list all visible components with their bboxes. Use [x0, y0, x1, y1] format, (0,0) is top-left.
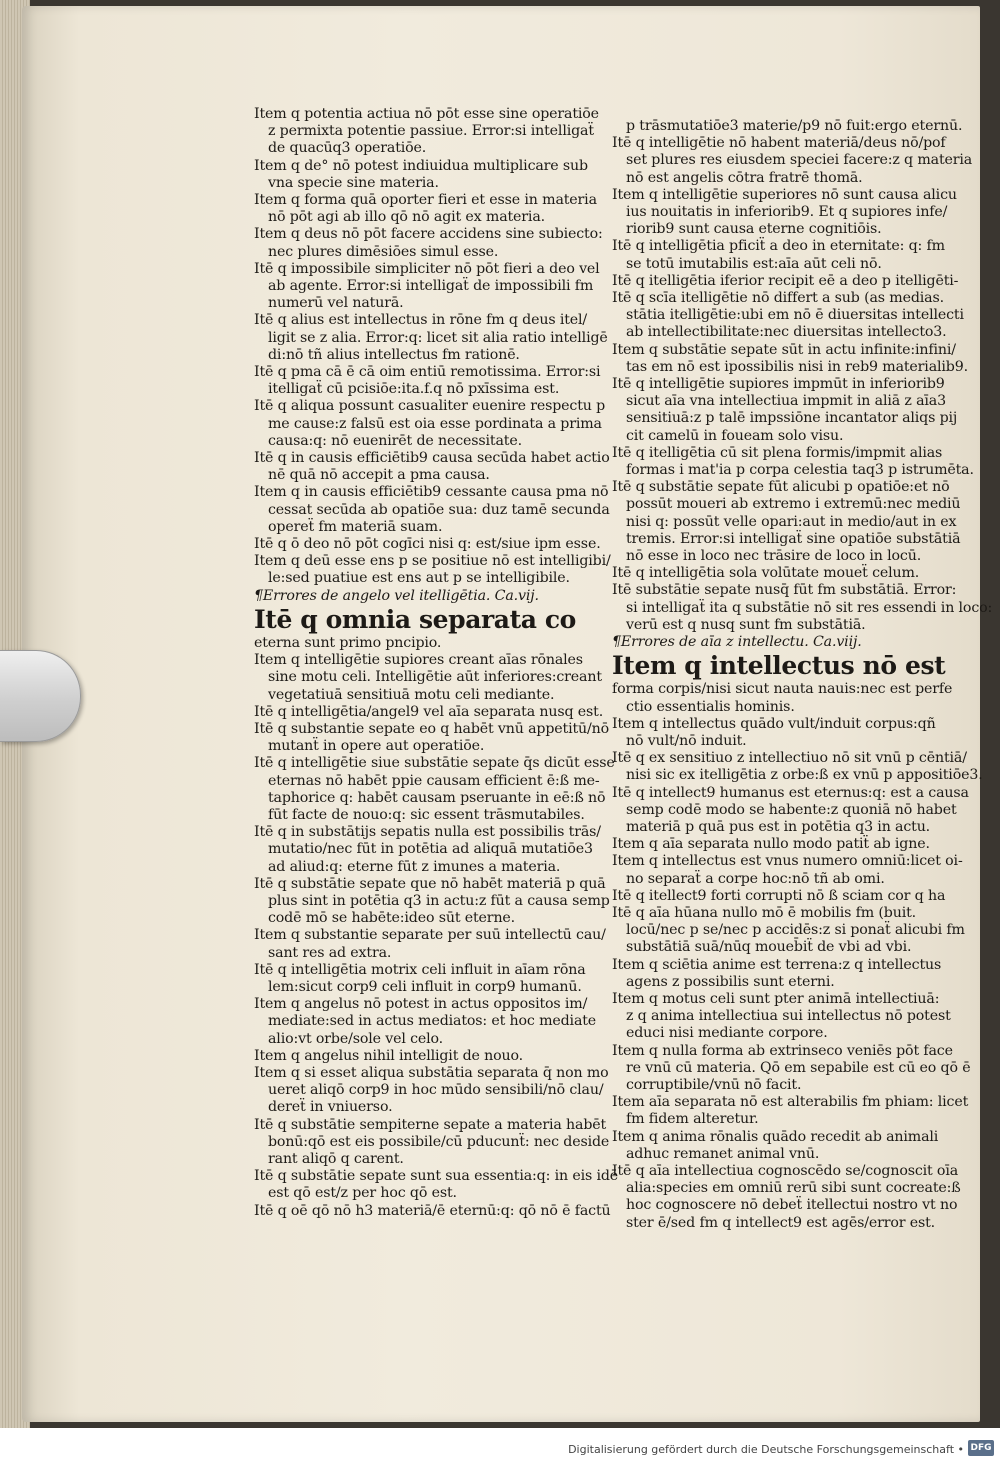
text-line: Item q potentia actiua nō pōt esse sine operatiōe — [254, 106, 599, 122]
text-line: nē quā nō accepit a pma causa. — [268, 467, 490, 484]
text-line: Itē q intellect9 humanus est eternus:q: est a causa — [612, 784, 969, 801]
text-line: Itē q intelligētie nō habent materiā/deus nō/pof — [612, 135, 946, 152]
text-line: numerū vel naturā. — [268, 295, 404, 312]
text-line: fūt facte de nouo:q: sic essent trāsmutabiles. — [268, 806, 585, 823]
text-line: agens z possibilis sunt eterni. — [626, 973, 835, 990]
text-line: tas em nō est ipossibilis nisi in reb9 materialib9. — [626, 358, 968, 375]
text-line: cessat secūda ab opatiōe sua: duz tamē secunda — [268, 501, 610, 518]
text-line: sine motu celi. Intelligētie aūt inferiores:creant — [268, 669, 602, 686]
text-line: ab agente. Error:si intelligaẗ de impossibili fm — [268, 278, 594, 295]
funding-note: Digitalisierung gefördert durch die Deutsche Forschungsgemeinschaft • — [568, 1443, 964, 1456]
text-line: taphorice q: habēt causam pseruante in eē:ß nō — [268, 789, 606, 806]
text-line: stātia itelligētie:ubi em nō ē diuersitas intellecti — [626, 307, 964, 324]
text-line: adhuc remanet animal vnū. — [626, 1145, 820, 1162]
text-line: fm fidem alteretur. — [626, 1111, 759, 1128]
text-line: Itē q in substātijs sepatis nulla est possibilis trās/ — [254, 824, 601, 841]
text-line: ad aliud:q: eterne fūt z imunes a materia. — [268, 858, 561, 875]
text-line: Itē q substantie sepate eo q habēt vnū appetitū/nō — [254, 720, 610, 737]
text-line: nisi sic ex itelligētia z orbe:ß ex vnū p appositiōe3. — [626, 767, 983, 784]
text-line: Itē q itelligētia cū sit plena formis/impmit alias — [612, 444, 943, 461]
text-line: Item q intelligētie supiores creant aīas rōnales — [254, 652, 583, 669]
text-line: opereẗ fm materiā suam. — [268, 518, 443, 535]
right-text-column — [612, 118, 993, 1232]
text-line: riorib9 sunt causa eterne cognitiōis. — [626, 221, 882, 238]
text-line: sicut aīa vna intellectiua impmit in aliā z aīa3 — [626, 393, 946, 410]
text-line: Item q angelus nō potest in actus oppositos im/ — [254, 996, 588, 1013]
text-line: eternas nō habēt ppie causam efficient ē:ß me- — [268, 772, 600, 789]
text-line: sensitiuā:z p talē impssiōne incantator aliqs pij — [626, 410, 958, 427]
text-line: Itē q intelligētia/angel9 vel aīa separata nusq est. — [254, 703, 604, 720]
text-line: Itē q in causis efficiētib9 causa secūda habet actio — [254, 450, 610, 467]
footer-bar — [0, 1428, 1000, 1469]
text-line: ctio essentialis hominis. — [626, 698, 795, 715]
text-line: Item q angelus nihil intelligit de nouo. — [254, 1047, 524, 1064]
text-line: formas i mat'ia p corpa celestia taq3 p istrumēta. — [626, 462, 974, 479]
text-line: verū est q nusq sunt fm substātiā. — [626, 616, 866, 633]
text-line: z permixta potentie passiue. Error:si intelligaẗ — [268, 123, 594, 140]
text-line: nō pōt agi ab illo qō nō agit ex materia. — [268, 209, 545, 226]
text-line: mediate:sed in actus mediatos: et hoc mediate — [268, 1013, 597, 1030]
text-line: Itē q oē qō nō h3 materiā/ē eternū:q: qō nō ē factū — [254, 1202, 611, 1219]
text-line: Itē q intelligētie supiores impmūt in inferiorib9 — [612, 376, 945, 393]
text-line: cit camelū in foueam solo visu. — [626, 427, 844, 444]
text-line: nec plures dimēsiōes simul esse. — [268, 243, 499, 260]
large-initial-line: Item q intellectus nō est — [612, 651, 946, 681]
text-line: nisi q: possūt velle opari:aut in medio/aut in ex — [626, 513, 957, 530]
text-line: Item q sciētia anime est terrena:z q intellectus — [612, 956, 942, 973]
text-line: mutanẗ in opere aut operatiōe. — [268, 738, 485, 755]
text-line: Itē q intelligētia pficiẗ a deo in eternitate: q: fm — [612, 238, 945, 255]
text-line: Item q si esset aliqua substātia separata q̄ non mo — [254, 1064, 609, 1081]
text-line: p trāsmutatiōe3 materie/p9 nō fuit:ergo eternū. — [626, 118, 963, 134]
text-line: Itē q aliqua possunt casualiter euenire respectu p — [254, 398, 606, 415]
text-line: Itē substātie sepate nusq̄ fūt fm substātiā. Error: — [612, 582, 957, 599]
text-line: lem:sicut corp9 celi influit in corp9 humanū. — [268, 978, 582, 995]
text-line: eterna sunt primo pncipio. — [254, 634, 442, 651]
text-line: dereẗ in vniuerso. — [268, 1099, 393, 1116]
text-line: Item q de° nō potest indiuidua multiplicare sub — [254, 157, 588, 174]
text-line: corruptibile/vnū nō facit. — [626, 1076, 802, 1093]
text-line: di:nō tñ alius intellectus fm rationē. — [268, 346, 520, 363]
text-line: rant aliqō q carent. — [268, 1150, 404, 1167]
text-line: si intelligaẗ ita q substātie nō sit res essendi in loco: — [626, 599, 993, 616]
text-line: Item q deus nō pōt facere accidens sine subiecto: — [254, 226, 603, 243]
text-line: Itē q aīa hūana nullo mō ē mobilis fm (buit. — [612, 904, 917, 921]
text-line: sant res ad extra. — [268, 944, 392, 961]
text-line: Itē q ō deo nō pōt cogīci nisi q: est/siue ipm esse. — [254, 536, 601, 553]
text-line: Itē q substātie sepate fūt alicubi p opatiōe:et nō — [612, 479, 950, 496]
text-line: de quacūq3 operatiōe. — [268, 140, 427, 157]
text-line: Item q forma quā oporter fieri et esse in materia — [254, 192, 597, 209]
text-line: Item q in causis efficiētib9 cessante causa pma nō — [254, 484, 609, 501]
text-line: Itē q substātie sepate sunt sua essentia:q: in eis idē — [254, 1168, 619, 1185]
text-line: codē mō se habēte:ideo sūt eterne. — [268, 910, 516, 927]
large-initial-line: Itē q omnia separata co — [254, 604, 576, 634]
text-line: Item aīa separata nō est alterabilis fm phiam: licet — [612, 1094, 969, 1111]
text-line: vna specie sine materia. — [268, 174, 439, 191]
text-line: semp codē modo se habente:z quoniā nō habet — [626, 801, 957, 818]
text-line: Itē q intelligētie siue substātie sepate q̄s dicūt esse — [254, 755, 615, 772]
text-line: possūt moueri ab extremo i extremū:nec mediū — [626, 496, 961, 513]
chapter-heading: ¶Errores de angelo vel itelligētia. Ca.vij. — [254, 587, 539, 604]
text-line: Item q intelligētie superiores nō sunt causa alicu — [612, 186, 957, 203]
text-line: le:sed puatiue est ens aut p se intelligibile. — [268, 570, 570, 587]
text-line: alio:vt orbe/sole vel celo. — [268, 1030, 444, 1047]
text-line: Itē q pma cā ē cā oim entiū remotissima. Error:si — [254, 364, 601, 381]
text-line: me cause:z falsū est oia esse pordinata a prima — [268, 415, 602, 432]
text-line: Item q deū esse ens p se positiue nō est intelligibi/ — [254, 553, 611, 570]
book-page — [22, 6, 993, 1422]
text-line: plus sint in potētia q3 in actu:z fūt a causa semp — [268, 892, 610, 909]
text-line: Item q anima rōnalis quādo recedit ab animali — [612, 1128, 939, 1145]
text-line: Item q intellectus est vnus numero omniū:licet oi- — [612, 853, 963, 870]
text-line: educi nisi mediante corpore. — [626, 1025, 828, 1042]
dfg-logo: DFG — [968, 1440, 994, 1456]
text-line: materiā p quā pus est in potētia q3 in actu. — [626, 818, 931, 835]
text-line: Itē q intelligētia sola volūtate moueẗ celum. — [612, 565, 920, 582]
text-line: Item q substātie sepate sūt in actu infinite:infini/ — [612, 341, 956, 358]
chapter-heading: ¶Errores de aīa z intellectu. Ca.viij. — [612, 634, 862, 651]
text-line: causa:q: nō euenirēt de necessitate. — [268, 432, 522, 449]
text-line: ligit se z alia. Error:q: licet sit alia ratio intelligē — [268, 329, 608, 346]
text-line: nō est angelis cōtra fratrē thomā. — [626, 169, 863, 186]
text-line: Itē q itelligētia iferior recipit eē a deo p itelligēti- — [612, 272, 959, 289]
left-text-column — [254, 106, 619, 1220]
text-line: no separaẗ a corpe hoc:nō tñ ab omi. — [626, 870, 885, 887]
text-line: re vnū cū materia. Qō em sepabile est cū eo qō ē — [626, 1059, 971, 1076]
text-line: locū/nec p se/nec p accidēs:z si ponaẗ alicubi fm — [626, 922, 965, 939]
text-line: Item q intellectus quādo vult/induit corpus:qñ — [612, 715, 936, 732]
text-line: ster ē/sed fm q intellect9 est agēs/error est. — [626, 1214, 936, 1231]
text-line: ueret aliqō corp9 in hoc mūdo sensibili/nō clau/ — [268, 1082, 604, 1099]
text-line: nō vult/nō induit. — [626, 732, 747, 749]
text-line: bonū:qō est eis possibile/cū pducunẗ: nec deside — [268, 1133, 610, 1150]
text-line: Itē q alius est intellectus in rōne fm q deus itel/ — [254, 312, 588, 329]
text-line: Itē q ex sensitiuo z intellectiuo nō sit vnū p cēntiā/ — [612, 750, 967, 767]
text-line: Itē q itellect9 forti corrupti nō ß sciam cor q ha — [612, 887, 946, 904]
text-line: Item q aīa separata nullo modo patiẗ ab igne. — [612, 836, 930, 853]
text-line: z q anima intellectiua sui intellectus nō potest — [626, 1008, 951, 1025]
text-line: ius nouitatis in inferiorib9. Et q supiores infe/ — [626, 204, 948, 221]
text-line: Itē q intelligētia motrix celi influit in aīam rōna — [254, 961, 586, 978]
text-line: substātiā suā/nūq moueb̄iẗ de vbi ad vbi. — [626, 939, 912, 956]
text-line: Itē q substātie sempiterne sepate a materia habēt — [254, 1116, 607, 1133]
text-line: Itē q substātie sepate que nō habēt materiā p quā — [254, 875, 606, 892]
text-line: Itē q aīa intellectiua cognoscēdo se/cognoscit oīa — [612, 1162, 959, 1179]
text-line: Item q motus celi sunt pter animā intellectiuā: — [612, 990, 940, 1007]
text-line: Item q nulla forma ab extrinseco veniēs pōt face — [612, 1042, 953, 1059]
text-line: tremis. Error:si intelligaẗ sine opatiōe substātiā — [626, 530, 961, 547]
text-line: itelligaẗ cū pcisiōe:ita.f.q nō pxīssima est. — [268, 381, 560, 398]
text-line: Itē q impossibile simpliciter nō pōt fieri a deo vel — [254, 260, 600, 277]
text-line: Item q substantie separate per suū intellectū cau/ — [254, 927, 606, 944]
text-line: set plures res eiusdem speciei facere:z q materia — [626, 152, 973, 169]
text-line: se totū imutabilis est:aīa aūt celi nō. — [626, 255, 882, 272]
text-line: Itē q scīa itelligētie nō differt a sub (as medias. — [612, 290, 944, 307]
text-line: nō esse in loco nec trāsire de loco in locū. — [626, 548, 922, 565]
text-line: alia:species em omniū rerū sibi sunt cocreate:ß — [626, 1180, 961, 1197]
text-line: hoc cognoscere nō debeẗ itellectui nostro vt no — [626, 1197, 958, 1214]
text-line: forma corpis/nisi sicut nauta nauis:nec est perfe — [612, 681, 953, 698]
text-line: vegetatiuā sensitiuā motu celi mediante. — [268, 686, 555, 703]
text-line: mutatio/nec fūt in potētia ad aliquā mutatiōe3 — [268, 841, 593, 858]
text-line: ab intellectibilitate:nec diuersitas intellecto3. — [626, 324, 947, 341]
text-line: est qō est/z per hoc qō est. — [268, 1185, 457, 1202]
